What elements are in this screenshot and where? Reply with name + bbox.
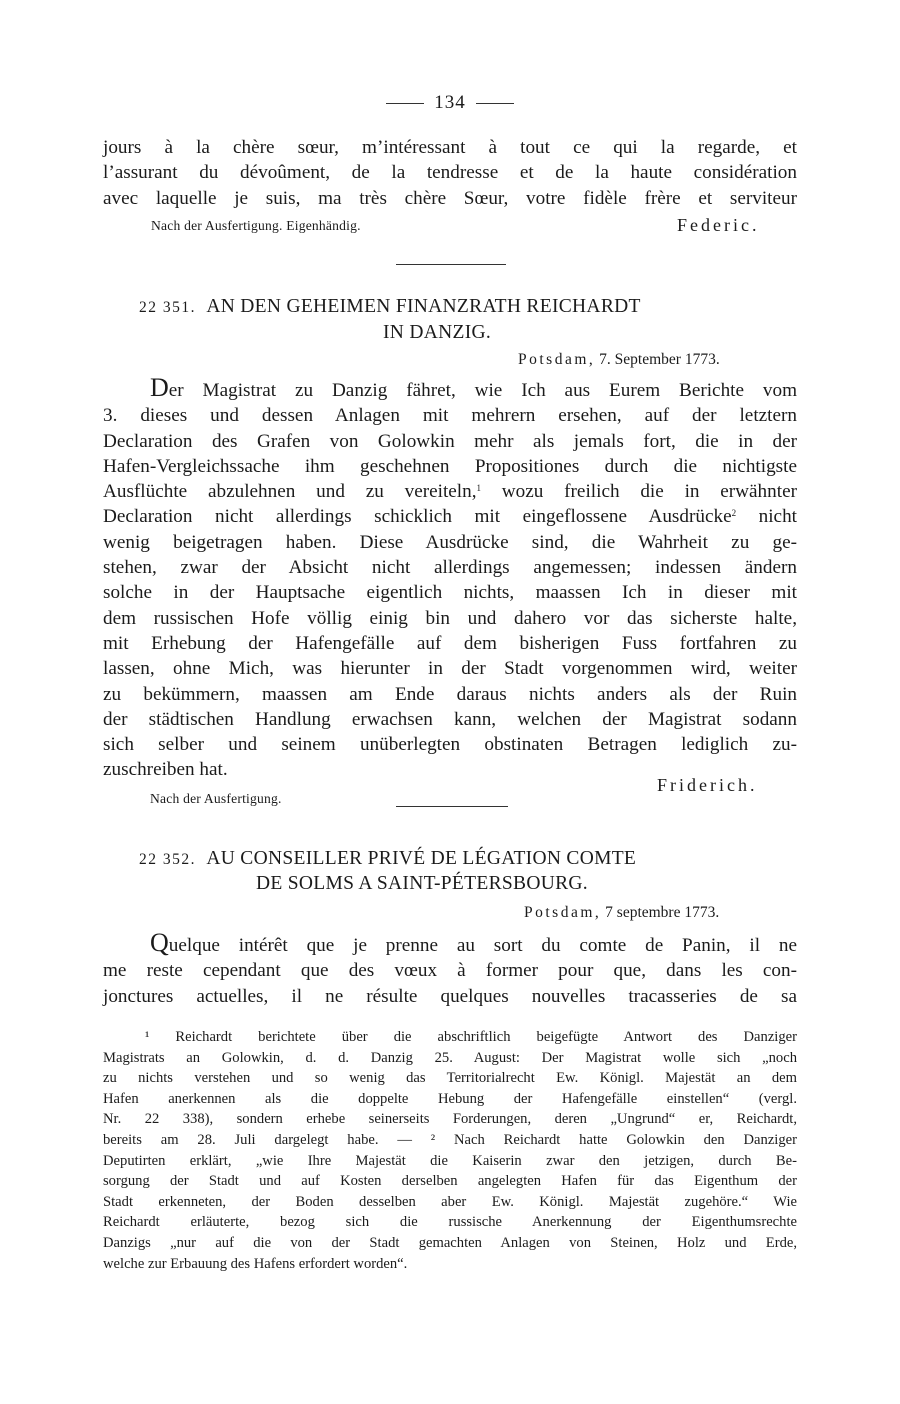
text-line [103, 479, 797, 504]
text-line: Hafen-Vergleichssache ihm geschehnen Propositiones durch die nichtigste [103, 455, 797, 477]
text-line: Declaration des Grafen von Golowkin mehr als jemals fort, die in der [103, 430, 797, 452]
text-line [103, 504, 797, 529]
text-line: l’assurant du dévoûment, de la tendresse et de la haute considération [103, 162, 797, 184]
footnote-line: welche zur Erbauung des Hafens erfordert worden“. [103, 1255, 408, 1272]
text-run: Declaration nicht allerdings schicklich mit eingeflossene Ausdrücke [103, 506, 732, 528]
heading-text-cont: IN DANZIG. [383, 322, 492, 343]
dash-left [386, 103, 424, 104]
text-line [103, 375, 797, 403]
text-line: 3. dieses und dessen Anlagen mit mehrern ersehen, auf der letztern [103, 405, 797, 427]
text-line: jours à la chère sœur, m’intéressant à tout ce qui la regarde, et [103, 137, 797, 158]
text-line: lassen, ohne Mich, was hierunter in der Stadt vorgenommen wird, weiter [103, 658, 797, 680]
previous-letter-closing [103, 135, 797, 211]
footnote-line: bereits am 28. Juli dargelegt habe. — ² Nach Reichardt hatte Golowkin den Danziger [103, 1131, 797, 1148]
place: Potsdam, [524, 904, 602, 921]
dash-right [476, 103, 514, 104]
place: Potsdam, [518, 351, 596, 368]
footnote-line: Danzigs „nur auf die von der Stadt gemachten Anlagen von Steinen, Holz und Erde, [103, 1234, 797, 1251]
footnote-line: Reichardt erläuterte, bezog sich die russische Anerkennung der Eigenthumsrechte [103, 1214, 797, 1231]
text-line: zu bekümmern, maassen am Ende daraus nichts anders als der Ruin [103, 683, 797, 705]
footnote-marker: 1 [476, 483, 482, 494]
text-line: stehen, zwar der Absicht nicht allerdings angemessen; indessen ändern [103, 557, 797, 579]
signature: Federic. [677, 215, 760, 235]
text-line: sich selber und seinem unüberlegten obstinaten Betragen lediglich zu- [103, 734, 797, 756]
page-number: 134 [434, 92, 466, 113]
text-line: solche in der Hauptsache eigentlich nichts, maassen Ich in dieser mit [103, 582, 797, 604]
section-divider [396, 806, 508, 807]
drop-cap: D [150, 373, 169, 402]
text-line: zuschreiben hat. [103, 759, 228, 781]
drop-cap: Q [150, 928, 169, 957]
footnotes [103, 1027, 797, 1274]
footnote-line: Stadt erkenneten, der Boden desselben aber Ew. Königl. Majestät zugehöre.“ Wie [103, 1193, 797, 1210]
text-line [103, 930, 797, 958]
text-line: wenig beigetragen haben. Diese Ausdrücke sind, die Wahrheit zu ge- [103, 531, 797, 553]
source-note: Nach der Ausfertigung. [150, 791, 282, 806]
text-line: me reste cependant que des vœux à former pour que, dans les con- [103, 960, 797, 982]
footnote-line: Hafen anerkennen als die doppelte Hebung der Hafengefälle einstellen“ (vergl. [103, 1090, 797, 1107]
footnote-line: zu nichts verstehen und so wenig das Territorialrecht Ew. Königl. Majestät an dem [103, 1070, 797, 1087]
letter-number: 22 351. [139, 299, 196, 316]
footnote-line: Deputirten erklärt, „wie Ihre Majestät die Kaiserin zwar den jetzigen, durch Be- [103, 1152, 797, 1169]
dateline [518, 351, 720, 369]
footnote-line: Magistrats an Golowkin, d. d. Danzig 25. August: Der Magistrat wolle sich „noch [103, 1049, 797, 1066]
letter-body-22351 [103, 375, 797, 783]
date: 7. September 1773. [599, 351, 720, 368]
text-run: nicht [736, 506, 797, 528]
text-line: avec laquelle je suis, ma très chère Sœur, votre fidèle frère et serviteur [103, 187, 797, 209]
heading-text: AU CONSEILLER PRIVÉ DE LÉGATION COMTE [206, 848, 637, 869]
source-note: Nach der Ausfertigung. Eigenhändig. [151, 218, 361, 233]
heading-text-cont: DE SOLMS A SAINT-PÉTERSBOURG. [256, 873, 588, 894]
text-line: jonctures actuelles, il ne résulte quelques nouvelles tracasseries de sa [103, 985, 797, 1007]
letter-heading-22351 [139, 296, 641, 318]
text-run: uelque intérêt que je prenne au sort du comte de Panin, il ne [168, 935, 797, 956]
footnote-marker: 2 [731, 508, 737, 519]
signature: Friderich. [657, 775, 758, 795]
text-run: er Magistrat zu Danzig fähret, wie Ich aus Eurem Berichte vom [168, 380, 797, 401]
letter-heading-22352 [139, 848, 636, 870]
text-run: Ausflüchte abzulehnen und zu vereiteln, [103, 481, 477, 503]
text-run: wozu freilich die in erwähnter [481, 481, 797, 503]
page-number-header [103, 92, 797, 114]
footnote-line: sorgung der Stadt und auf Kosten derselben angelegten Hafen für das Eigenthum der [103, 1173, 797, 1190]
text-line: dem russischen Hofe völlig einig bin und dahero vor das sicherste halte, [103, 607, 797, 629]
footnote-line: ¹ Reichardt berichtete über die abschriftlich beigefügte Antwort des Danziger [145, 1029, 797, 1045]
dateline [524, 904, 719, 922]
footnote-line: Nr. 22 338), sondern erhebe seinerseits Forderungen, deren „Ungrund“ er, Reichardt, [103, 1111, 797, 1128]
date: 7 septembre 1773. [605, 904, 720, 921]
section-divider [396, 264, 506, 265]
letter-body-22352 [103, 930, 797, 1009]
text-line: der städtischen Handlung erwachsen kann, welchen der Magistrat sodann [103, 708, 797, 730]
heading-text: AN DEN GEHEIMEN FINANZRATH REICHARDT [206, 296, 641, 317]
letter-number: 22 352. [139, 851, 196, 868]
document-page [103, 0, 797, 1404]
text-line: mit Erhebung der Hafengefälle auf dem bisherigen Fuss fortfahren zu [103, 632, 797, 654]
